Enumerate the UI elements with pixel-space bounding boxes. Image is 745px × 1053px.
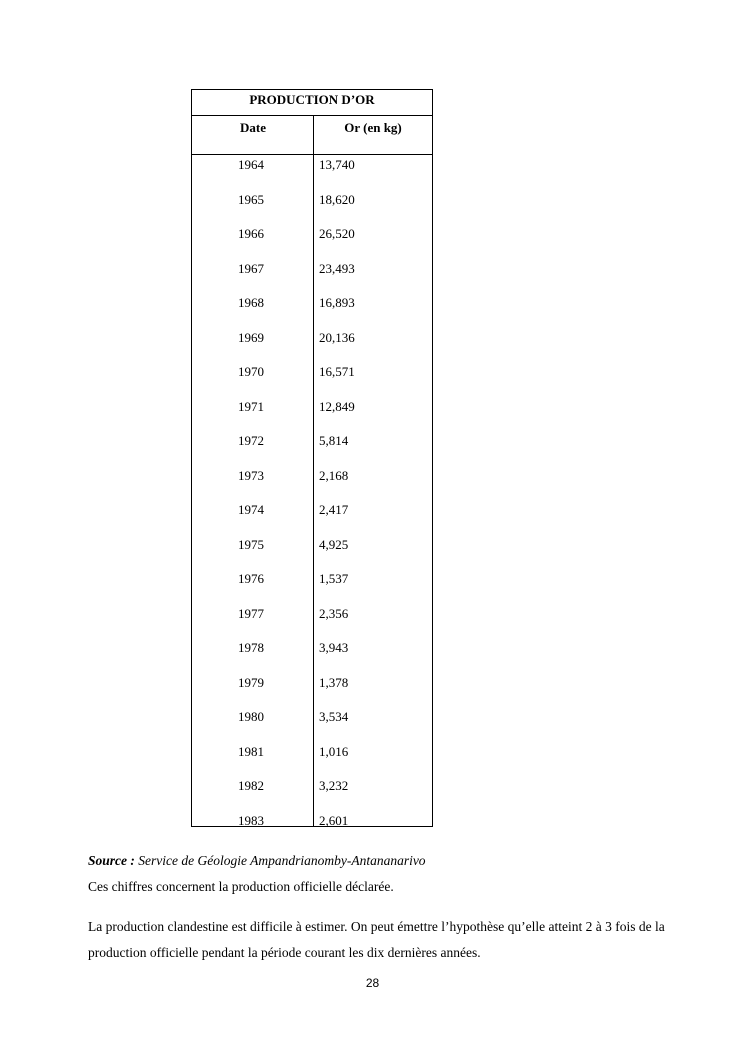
table-row <box>192 292 432 327</box>
table-row <box>192 810 432 845</box>
gold-value-cell: 2,417 <box>319 502 349 517</box>
note-text: Ces chiffres concernent la production officielle déclarée. <box>88 879 394 894</box>
year-cell: 1982 <box>238 778 264 793</box>
gold-value-cell: 4,925 <box>319 536 349 552</box>
year-cell: 1981 <box>238 743 264 759</box>
gold-value-cell: 1,378 <box>319 674 349 690</box>
table-row <box>192 223 432 258</box>
table-row <box>192 430 432 465</box>
table-row <box>192 534 432 569</box>
table-body <box>192 154 432 844</box>
table-row <box>192 258 432 293</box>
year-cell: 1971 <box>238 398 264 414</box>
page-number: 28 <box>365 976 380 990</box>
gold-value-cell: 12,849 <box>319 398 355 414</box>
year-cell: 1977 <box>238 605 264 621</box>
source-citation <box>88 853 426 869</box>
table-row <box>192 499 432 534</box>
source-label: Source : <box>88 853 135 868</box>
year-cell: 1970 <box>238 364 264 379</box>
gold-value-cell: 3,232 <box>319 778 349 793</box>
year-cell: 1966 <box>238 226 264 241</box>
column-header-gold: Or (en kg) <box>344 120 402 135</box>
year-cell: 1974 <box>238 502 264 517</box>
table-row <box>192 603 432 638</box>
year-cell: 1965 <box>238 191 264 207</box>
year-cell: 1973 <box>238 467 264 483</box>
year-cell: 1975 <box>238 536 264 552</box>
gold-value-cell: 26,520 <box>319 226 355 241</box>
table-title: PRODUCTION D’OR <box>192 90 432 116</box>
gold-value-cell: 2,601 <box>319 812 349 828</box>
table-row <box>192 154 432 189</box>
gold-value-cell: 3,534 <box>319 709 349 724</box>
gold-value-cell: 18,620 <box>319 191 355 207</box>
year-cell: 1980 <box>238 709 264 724</box>
table-row <box>192 465 432 500</box>
gold-value-cell: 2,168 <box>319 467 349 483</box>
source-text: Service de Géologie Ampandrianomby-Antananarivo <box>134 853 426 868</box>
year-cell: 1983 <box>238 812 264 828</box>
table-row <box>192 396 432 431</box>
column-header-date: Date <box>240 120 266 135</box>
gold-production-table <box>191 89 433 827</box>
year-cell: 1967 <box>238 260 264 276</box>
body-paragraph: La production clandestine est difficile à estimer. On peut émettre l’hypothèse qu’elle atteint 2 à 3 fois de la production officielle pendant la période courant les dix dernières années. <box>88 919 665 960</box>
gold-value-cell: 1,537 <box>319 571 349 586</box>
year-cell: 1978 <box>238 640 264 655</box>
gold-value-cell: 23,493 <box>319 260 355 276</box>
table-row <box>192 189 432 224</box>
table-row <box>192 741 432 776</box>
year-cell: 1969 <box>238 329 264 345</box>
table-row <box>192 361 432 396</box>
table-row <box>192 637 432 672</box>
gold-value-cell: 20,136 <box>319 329 355 345</box>
gold-value-cell: 1,016 <box>319 743 349 759</box>
gold-value-cell: 5,814 <box>319 433 349 448</box>
year-cell: 1964 <box>238 157 264 172</box>
gold-value-cell: 16,893 <box>319 295 355 310</box>
year-cell: 1976 <box>238 571 264 586</box>
gold-value-cell: 16,571 <box>319 364 355 379</box>
year-cell: 1979 <box>238 674 264 690</box>
table-row <box>192 568 432 603</box>
gold-value-cell: 3,943 <box>319 640 349 655</box>
year-cell: 1972 <box>238 433 264 448</box>
table-row <box>192 775 432 810</box>
table-row <box>192 327 432 362</box>
table-row <box>192 672 432 707</box>
table-row <box>192 706 432 741</box>
year-cell: 1968 <box>238 295 264 310</box>
gold-value-cell: 13,740 <box>319 157 355 172</box>
gold-value-cell: 2,356 <box>319 605 349 621</box>
